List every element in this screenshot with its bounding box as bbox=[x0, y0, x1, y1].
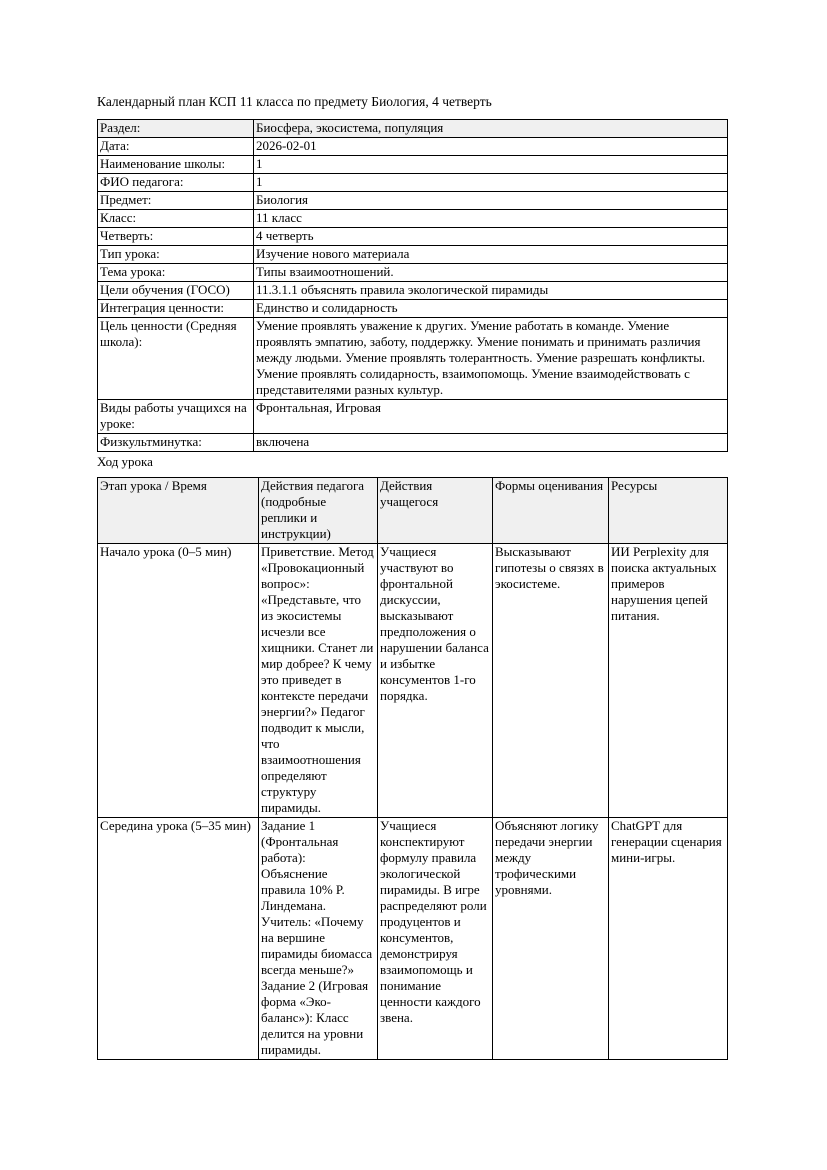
info-table-row bbox=[98, 264, 728, 282]
lesson-info-table bbox=[97, 119, 728, 452]
resources-cell: ИИ Perplexity для поиска актуальных примеров нарушения цепей питания. bbox=[609, 544, 728, 818]
info-value: Биология bbox=[254, 192, 728, 210]
lesson-stages-table bbox=[97, 477, 728, 1060]
info-table-row bbox=[98, 318, 728, 400]
lesson-table-row bbox=[98, 544, 728, 818]
info-table-row bbox=[98, 434, 728, 452]
info-label: Тема урока: bbox=[98, 264, 254, 282]
info-value: Изучение нового материала bbox=[254, 246, 728, 264]
stage-cell: Середина урока (5–35 мин) bbox=[98, 818, 259, 1060]
lesson-table-row bbox=[98, 818, 728, 1060]
info-label: Класс: bbox=[98, 210, 254, 228]
info-table-row bbox=[98, 192, 728, 210]
info-table-row bbox=[98, 156, 728, 174]
info-value: Единство и солидарность bbox=[254, 300, 728, 318]
info-value: 4 четверть bbox=[254, 228, 728, 246]
info-label: Четверть: bbox=[98, 228, 254, 246]
info-label: Виды работы учащихся на уроке: bbox=[98, 400, 254, 434]
info-table-row bbox=[98, 300, 728, 318]
info-label: Предмет: bbox=[98, 192, 254, 210]
info-value: 2026-02-01 bbox=[254, 138, 728, 156]
teacher-actions-cell: Приветствие. Метод «Провокационный вопрос»: «Представьте, что из экосистемы исчезли все хищники. Станет ли мир добрее? К чему это приведет в контексте передачи энергии?» Педагог подводит к мысли, что взаимоотношения определяют структуру пирамиды. bbox=[259, 544, 378, 818]
assessment-cell: Объясняют логику передачи энергии между трофическими уровнями. bbox=[493, 818, 609, 1060]
info-value: включена bbox=[254, 434, 728, 452]
column-header-assessment: Формы оценивания bbox=[493, 478, 609, 544]
stage-cell: Начало урока (0–5 мин) bbox=[98, 544, 259, 818]
info-table-row bbox=[98, 400, 728, 434]
info-label: Раздел: bbox=[98, 120, 254, 138]
info-label: Интеграция ценности: bbox=[98, 300, 254, 318]
info-value: 1 bbox=[254, 156, 728, 174]
column-header-teacher-actions: Действия педагога (подробные реплики и инструкции) bbox=[259, 478, 378, 544]
lesson-table-header-row bbox=[98, 478, 728, 544]
info-value: 11 класс bbox=[254, 210, 728, 228]
info-table-row bbox=[98, 210, 728, 228]
assessment-cell: Высказывают гипотезы о связях в экосистеме. bbox=[493, 544, 609, 818]
student-actions-cell: Учащиеся участвуют во фронтальной дискуссии, высказывают предположения о нарушении баланса и избытке консументов 1-го порядка. bbox=[378, 544, 493, 818]
info-label: Наименование школы: bbox=[98, 156, 254, 174]
info-value: 1 bbox=[254, 174, 728, 192]
info-label: Цели обучения (ГОСО) bbox=[98, 282, 254, 300]
info-table-row bbox=[98, 282, 728, 300]
document-title: Календарный план КСП 11 класса по предмету Биология, 4 четверть bbox=[97, 94, 492, 109]
info-label: Тип урока: bbox=[98, 246, 254, 264]
info-value: Фронтальная, Игровая bbox=[254, 400, 728, 434]
info-label: Дата: bbox=[98, 138, 254, 156]
info-table-row bbox=[98, 174, 728, 192]
info-label: Цель ценности (Средняя школа): bbox=[98, 318, 254, 400]
info-label: ФИО педагога: bbox=[98, 174, 254, 192]
info-table-row bbox=[98, 246, 728, 264]
column-header-student-actions: Действия учащегося bbox=[378, 478, 493, 544]
student-actions-cell: Учащиеся конспектируют формулу правила экологической пирамиды. В игре распределяют роли продуцентов и консументов, демонстрируя взаимопомощь и понимание ценности каждого звена. bbox=[378, 818, 493, 1060]
lesson-flow-section-label: Ход урока bbox=[97, 454, 153, 469]
resources-cell: ChatGPT для генерации сценария мини-игры. bbox=[609, 818, 728, 1060]
column-header-stage: Этап урока / Время bbox=[98, 478, 259, 544]
info-value: 11.3.1.1 объяснять правила экологической пирамиды bbox=[254, 282, 728, 300]
info-table-row bbox=[98, 138, 728, 156]
column-header-resources: Ресурсы bbox=[609, 478, 728, 544]
info-label: Физкультминутка: bbox=[98, 434, 254, 452]
info-value: Умение проявлять уважение к других. Умение работать в команде. Умение проявлять эмпатию, заботу, поддержку. Умение понимать и принимать различия между людьми. Умение проявлять толерантность. Умение разрешать конфликты. Умение проявлять солидарность, взаимопомощь. Умение взаимодействовать с представителями разных культур. bbox=[254, 318, 728, 400]
info-table-row bbox=[98, 228, 728, 246]
info-value: Биосфера, экосистема, популяция bbox=[254, 120, 728, 138]
info-table-row bbox=[98, 120, 728, 138]
teacher-actions-cell: Задание 1 (Фронтальная работа): Объяснение правила 10% Р. Линдемана. Учитель: «Почему на вершине пирамиды биомасса всегда меньше?» Задание 2 (Игровая форма «Эко-баланс»): Класс делится на уровни пирамиды. bbox=[259, 818, 378, 1060]
info-value: Типы взаимоотношений. bbox=[254, 264, 728, 282]
